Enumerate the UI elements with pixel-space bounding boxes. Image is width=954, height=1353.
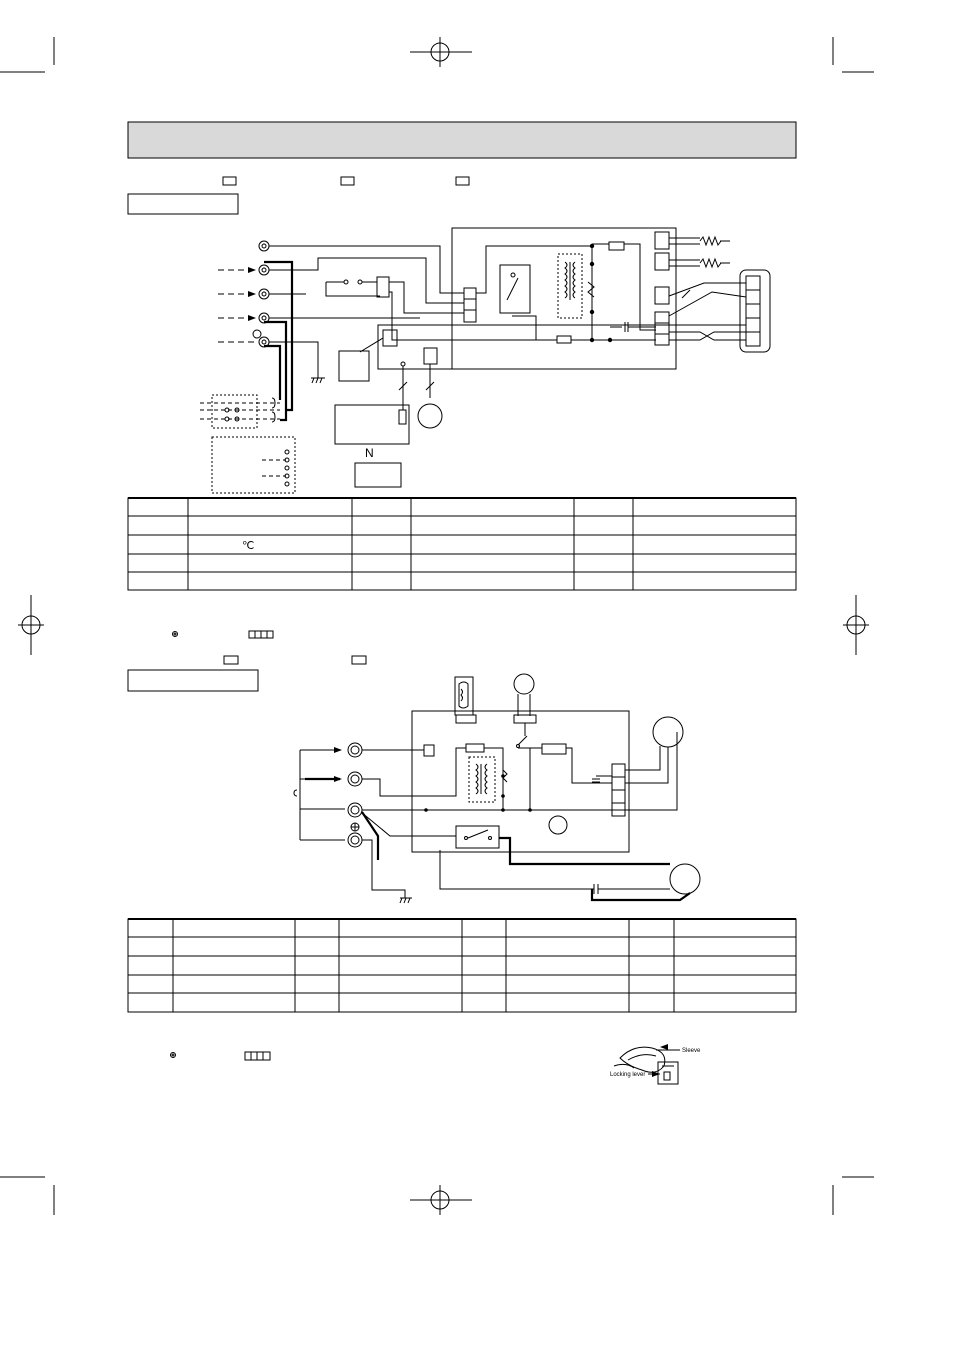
header-banner xyxy=(128,122,796,158)
registration-mark-right xyxy=(843,595,869,655)
sleeve-label: Sleeve xyxy=(682,1048,701,1054)
registration-mark-left xyxy=(18,595,44,655)
notes-legend-1 xyxy=(173,631,274,638)
model-label-box-indoor xyxy=(128,670,258,691)
legend-boxes-top xyxy=(223,177,469,185)
connector-inset-illustration xyxy=(610,1044,701,1084)
registration-mark-top xyxy=(410,37,472,67)
notes-legend-2 xyxy=(171,1052,271,1060)
n-symbol-label: N xyxy=(365,446,374,460)
legend-boxes-mid xyxy=(224,656,366,664)
model-label-box-outdoor xyxy=(128,194,238,214)
registration-mark-bottom xyxy=(410,1185,472,1215)
outdoor-wiring-diagram xyxy=(200,228,770,493)
outdoor-parts-table xyxy=(128,498,796,590)
indoor-wiring-diagram xyxy=(294,674,700,903)
locking-lever-label: Locking lever xyxy=(610,1072,646,1078)
degree-symbol: ℃ xyxy=(242,540,255,552)
indoor-parts-table xyxy=(128,919,796,1012)
